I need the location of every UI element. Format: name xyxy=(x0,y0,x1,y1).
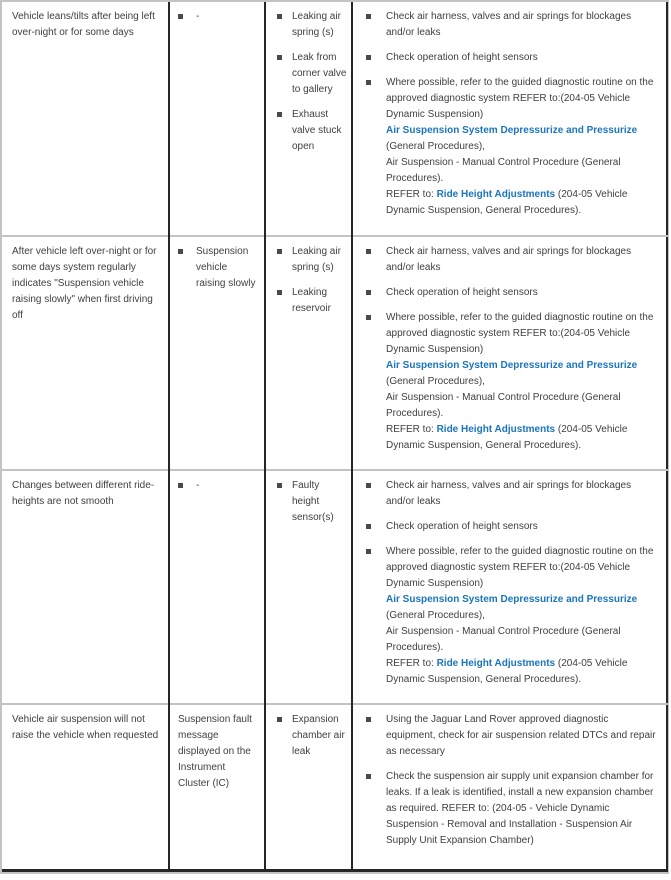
bullet-square-icon xyxy=(366,315,371,320)
general-procedures-text: (General Procedures), xyxy=(386,141,485,152)
table-row xyxy=(2,470,667,704)
refer-prefix-text: REFER to: xyxy=(386,658,437,669)
guided-diagnostic-note xyxy=(386,310,660,454)
possible-causes-cell xyxy=(265,704,352,870)
list-item xyxy=(366,478,660,510)
action-text: Check air harness, valves and air springs for blockages and/or leaks xyxy=(386,246,632,273)
guided-intro-text: Where possible, refer to the guided diagnostic routine on the approved diagnostic system REFER to:(204-05 Vehicle Dynamic Suspension) xyxy=(386,546,654,589)
symptom-text: Vehicle leans/tilts after being left over-night or for some days xyxy=(12,11,155,38)
action-cell xyxy=(352,704,667,870)
action-text: Check operation of height sensors xyxy=(386,52,538,63)
refer-suffix-text: (204-05 Vehicle Dynamic Suspension, General Procedures). xyxy=(386,658,628,685)
manual-control-procedure-text: Air Suspension - Manual Control Procedure (General Procedures). xyxy=(386,157,621,184)
cause-text: Leaking air spring (s) xyxy=(292,246,341,273)
link-ride-height-adjustments[interactable]: Ride Height Adjustments xyxy=(436,189,556,200)
bullet-square-icon xyxy=(366,290,371,295)
bullet-square-icon xyxy=(366,774,371,779)
symptom-cell xyxy=(2,470,169,704)
list-item xyxy=(366,310,660,454)
symptom-chart-table xyxy=(2,2,668,872)
list-item xyxy=(277,50,347,98)
refer-prefix-text: REFER to: xyxy=(386,424,437,435)
action-cell xyxy=(352,470,667,704)
guided-intro-text: Where possible, refer to the guided diagnostic routine on the approved diagnostic system REFER to:(204-05 Vehicle Dynamic Suspension) xyxy=(386,312,654,355)
bullet-square-icon xyxy=(366,524,371,529)
bullet-square-icon xyxy=(178,14,183,19)
manual-control-procedure-text: Air Suspension - Manual Control Procedure (General Procedures). xyxy=(386,392,621,419)
cause-text: Leak from corner valve to gallery xyxy=(292,52,347,95)
list-item xyxy=(366,75,660,219)
bullet-square-icon xyxy=(366,549,371,554)
list-item xyxy=(366,712,660,760)
list-item xyxy=(277,285,347,317)
list-item xyxy=(366,285,660,301)
general-procedures-text: (General Procedures), xyxy=(386,610,485,621)
list-item xyxy=(277,712,347,760)
bullet-square-icon xyxy=(277,483,282,488)
action-text: Check the suspension air supply unit expansion chamber for leaks. If a leak is identified, install a new expansion chamber as required. REFER to: (204-05 - Vehicle Dynamic Suspension - Removal and Installation - Suspension Air Supply Unit Expansion Chamber) xyxy=(386,771,654,846)
bullet-square-icon xyxy=(277,14,282,19)
bullet-square-icon xyxy=(178,249,183,254)
list-item xyxy=(277,107,347,155)
symptom-cell xyxy=(2,704,169,870)
list-item xyxy=(277,9,347,41)
list-item xyxy=(366,769,660,849)
action-text: Check air harness, valves and air springs for blockages and/or leaks xyxy=(386,480,632,507)
cause-text: Leaking air spring (s) xyxy=(292,11,341,38)
bullet-square-icon xyxy=(366,249,371,254)
symptom-text: Changes between different ride-heights are not smooth xyxy=(12,480,155,507)
bullet-square-icon xyxy=(277,55,282,60)
general-procedures-text: (General Procedures), xyxy=(386,376,485,387)
bullet-square-icon xyxy=(366,483,371,488)
cause-text: Leaking reservoir xyxy=(292,287,331,314)
list-item xyxy=(366,519,660,535)
table-row xyxy=(2,236,667,470)
possible-causes-cell xyxy=(265,470,352,704)
indication-cell xyxy=(169,704,265,870)
action-cell xyxy=(352,2,667,236)
symptom-text: Vehicle air suspension will not raise the vehicle when requested xyxy=(12,714,159,741)
indication-text: Suspension fault message displayed on the Instrument Cluster (IC) xyxy=(178,714,252,789)
symptom-cell xyxy=(2,236,169,470)
cause-text: Exhaust valve stuck open xyxy=(292,109,342,152)
indication-text: - xyxy=(196,11,200,22)
refer-prefix-text: REFER to: xyxy=(386,189,437,200)
link-air-suspension-depressurize-pressurize[interactable]: Air Suspension System Depressurize and Pressurize xyxy=(386,360,638,371)
guided-diagnostic-note xyxy=(386,544,660,688)
cause-text: Expansion chamber air leak xyxy=(292,714,345,757)
action-text: Check operation of height sensors xyxy=(386,521,538,532)
list-item xyxy=(178,9,258,25)
link-ride-height-adjustments[interactable]: Ride Height Adjustments xyxy=(436,658,556,669)
table-row xyxy=(2,2,667,236)
action-text: Check operation of height sensors xyxy=(386,287,538,298)
symptom-text: After vehicle left over-night or for some days system regularly indicates "Suspension vehicle raising slowly" when first driving off xyxy=(12,246,157,321)
link-air-suspension-depressurize-pressurize[interactable]: Air Suspension System Depressurize and Pressurize xyxy=(386,594,638,605)
bullet-square-icon xyxy=(277,290,282,295)
indication-cell xyxy=(169,236,265,470)
link-ride-height-adjustments[interactable]: Ride Height Adjustments xyxy=(436,424,556,435)
list-item xyxy=(178,244,258,292)
list-item xyxy=(277,478,347,526)
refer-suffix-text: (204-05 Vehicle Dynamic Suspension, General Procedures). xyxy=(386,424,628,451)
indication-text: Suspension vehicle raising slowly xyxy=(196,246,256,289)
indication-cell xyxy=(169,2,265,236)
bullet-square-icon xyxy=(366,14,371,19)
list-item xyxy=(366,50,660,66)
table-row xyxy=(2,704,667,870)
symptom-cell xyxy=(2,2,169,236)
indication-cell xyxy=(169,470,265,704)
list-item xyxy=(366,244,660,276)
bullet-square-icon xyxy=(366,55,371,60)
action-text: Using the Jaguar Land Rover approved diagnostic equipment, check for air suspension related DTCs and repair as necessary xyxy=(386,714,656,757)
bullet-square-icon xyxy=(366,80,371,85)
bullet-square-icon xyxy=(277,112,282,117)
bullet-square-icon xyxy=(277,717,282,722)
list-item xyxy=(366,544,660,688)
guided-intro-text: Where possible, refer to the guided diagnostic routine on the approved diagnostic system REFER to:(204-05 Vehicle Dynamic Suspension) xyxy=(386,77,654,120)
guided-diagnostic-note xyxy=(386,75,660,219)
list-item xyxy=(178,478,258,494)
list-item xyxy=(277,244,347,276)
cause-text: Faulty height sensor(s) xyxy=(292,480,334,523)
list-item xyxy=(366,9,660,41)
indication-text: - xyxy=(196,480,200,491)
refer-suffix-text: (204-05 Vehicle Dynamic Suspension, General Procedures). xyxy=(386,189,628,216)
possible-causes-cell xyxy=(265,236,352,470)
action-cell xyxy=(352,236,667,470)
bullet-square-icon xyxy=(277,249,282,254)
bullet-square-icon xyxy=(178,483,183,488)
action-text: Check air harness, valves and air springs for blockages and/or leaks xyxy=(386,11,632,38)
manual-control-procedure-text: Air Suspension - Manual Control Procedure (General Procedures). xyxy=(386,626,621,653)
link-air-suspension-depressurize-pressurize[interactable]: Air Suspension System Depressurize and Pressurize xyxy=(386,125,638,136)
bullet-square-icon xyxy=(366,717,371,722)
possible-causes-cell xyxy=(265,2,352,236)
